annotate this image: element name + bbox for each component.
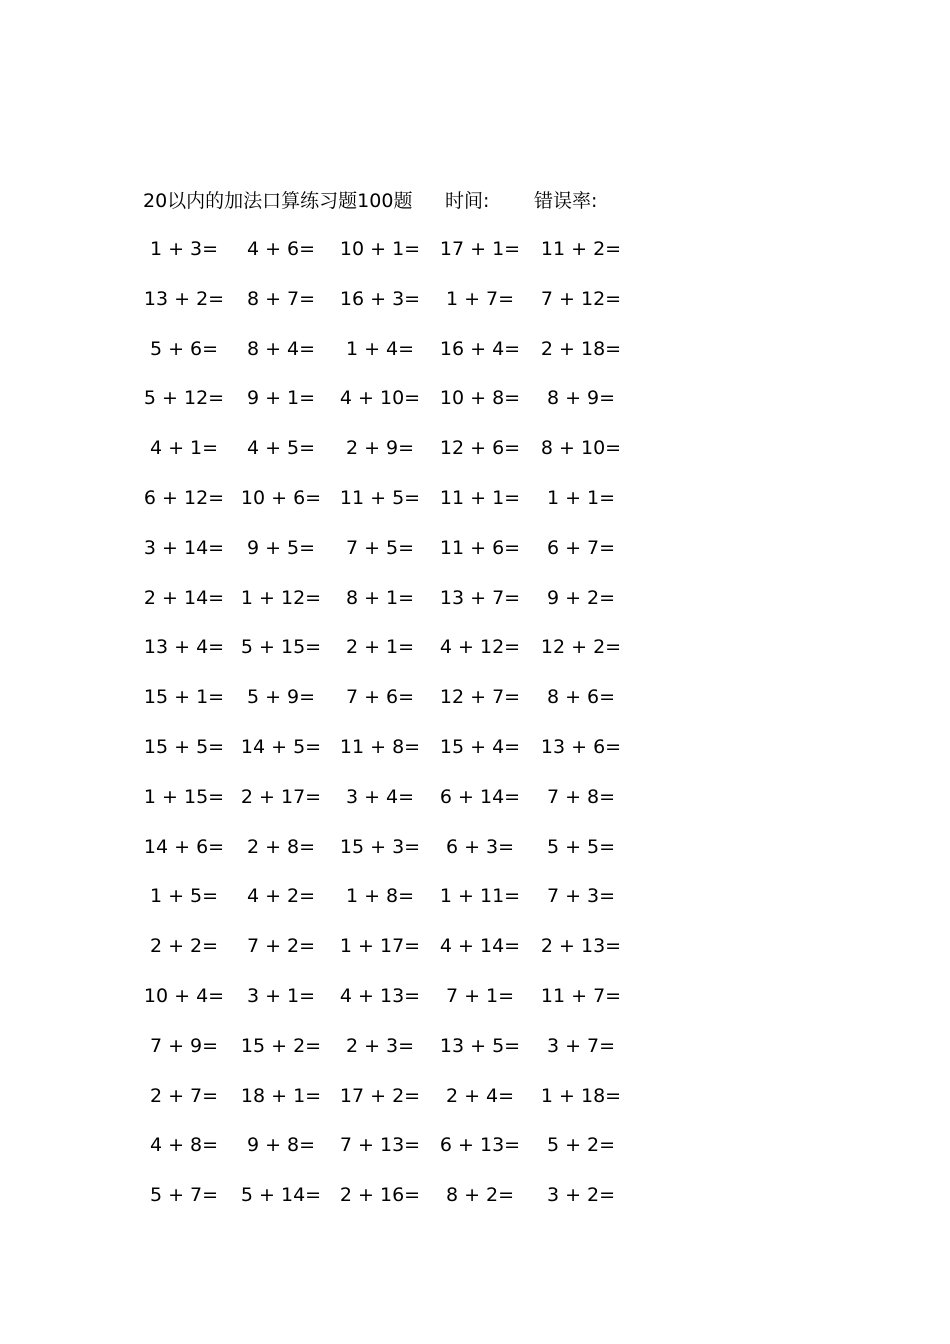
problem-cell: 8 + 1= <box>345 586 415 609</box>
problem-cell: 17 + 1= <box>439 238 521 260</box>
problem-row <box>0 584 950 634</box>
problem-cell: 2 + 17= <box>240 785 322 808</box>
problem-cell: 8 + 7= <box>246 287 316 310</box>
problem-cell: 7 + 2= <box>246 935 316 958</box>
problem-cell: 6 + 12= <box>143 486 225 509</box>
problem-row <box>0 683 950 733</box>
problem-row <box>0 1082 950 1132</box>
problem-cell: 5 + 5= <box>546 835 616 858</box>
problem-cell: 6 + 14= <box>439 785 521 808</box>
problem-cell: 3 + 7= <box>546 1034 616 1057</box>
problem-cell: 10 + 4= <box>143 984 225 1007</box>
problem-cell: 5 + 6= <box>149 337 219 360</box>
problem-row <box>0 484 950 534</box>
problem-cell: 6 + 13= <box>439 1134 521 1157</box>
problem-cell: 17 + 2= <box>339 1084 421 1107</box>
problem-cell: 15 + 4= <box>439 735 521 758</box>
problem-cell: 4 + 8= <box>149 1134 219 1157</box>
problem-cell: 2 + 1= <box>345 636 415 659</box>
problem-cell: 11 + 1= <box>439 486 521 509</box>
problem-cell: 16 + 4= <box>439 337 521 360</box>
problem-cell: 12 + 2= <box>540 636 622 659</box>
problem-cell: 5 + 9= <box>246 686 316 709</box>
problem-cell: 9 + 2= <box>546 586 616 609</box>
problem-cell: 3 + 14= <box>143 536 225 559</box>
problem-row <box>0 384 950 434</box>
problem-cell: 14 + 5= <box>240 735 322 758</box>
problem-cell: 1 + 7= <box>445 287 515 310</box>
error-rate-label: 错误率: <box>534 190 598 212</box>
problem-cell: 4 + 1= <box>149 437 219 460</box>
problem-cell: 7 + 3= <box>546 885 616 908</box>
problem-cell: 8 + 10= <box>540 437 622 460</box>
problem-cell: 13 + 7= <box>439 586 521 609</box>
problem-row <box>0 982 950 1032</box>
problem-cell: 2 + 2= <box>149 935 219 958</box>
problem-cell: 14 + 6= <box>143 835 225 858</box>
worksheet-title: 20以内的加法口算练习题100题 <box>143 190 413 212</box>
problem-cell: 1 + 15= <box>143 785 225 808</box>
problem-row <box>0 932 950 982</box>
problem-cell: 1 + 1= <box>546 486 616 509</box>
problem-cell: 12 + 6= <box>439 437 521 460</box>
problem-cell: 10 + 1= <box>339 238 421 260</box>
problem-cell: 1 + 11= <box>439 885 521 908</box>
problem-cell: 11 + 8= <box>339 735 421 758</box>
problem-cell: 5 + 15= <box>240 636 322 659</box>
problem-cell: 5 + 12= <box>143 387 225 410</box>
problem-cell: 8 + 9= <box>546 387 616 410</box>
problem-cell: 3 + 1= <box>246 984 316 1007</box>
problem-cell: 6 + 3= <box>445 835 515 858</box>
problem-row <box>0 335 950 385</box>
problem-cell: 4 + 2= <box>246 885 316 908</box>
problem-cell: 10 + 6= <box>240 486 322 509</box>
problem-cell: 3 + 2= <box>546 1184 616 1207</box>
problem-cell: 5 + 2= <box>546 1134 616 1157</box>
problem-cell: 15 + 5= <box>143 735 225 758</box>
problem-cell: 13 + 2= <box>143 287 225 310</box>
problem-cell: 4 + 13= <box>339 984 421 1007</box>
problem-cell: 11 + 2= <box>540 238 622 260</box>
problem-cell: 1 + 3= <box>149 238 219 260</box>
problem-cell: 7 + 9= <box>149 1034 219 1057</box>
problem-cell: 15 + 3= <box>339 835 421 858</box>
problem-cell: 7 + 6= <box>345 686 415 709</box>
problem-cell: 1 + 8= <box>345 885 415 908</box>
problem-row <box>0 235 950 285</box>
problem-cell: 13 + 4= <box>143 636 225 659</box>
problem-cell: 11 + 7= <box>540 984 622 1007</box>
problem-cell: 1 + 4= <box>345 337 415 360</box>
problem-row <box>0 833 950 883</box>
problem-row <box>0 1032 950 1082</box>
problem-cell: 18 + 1= <box>240 1084 322 1107</box>
problem-cell: 13 + 6= <box>540 735 622 758</box>
problem-cell: 5 + 7= <box>149 1184 219 1207</box>
problem-cell: 7 + 5= <box>345 536 415 559</box>
problem-cell: 5 + 14= <box>240 1184 322 1207</box>
problem-cell: 1 + 17= <box>339 935 421 958</box>
problem-cell: 2 + 14= <box>143 586 225 609</box>
problem-cell: 4 + 12= <box>439 636 521 659</box>
problem-cell: 2 + 8= <box>246 835 316 858</box>
problem-row <box>0 882 950 932</box>
problem-cell: 12 + 7= <box>439 686 521 709</box>
problem-cell: 7 + 1= <box>445 984 515 1007</box>
problem-row <box>0 783 950 833</box>
problem-cell: 8 + 4= <box>246 337 316 360</box>
problem-cell: 15 + 1= <box>143 686 225 709</box>
problem-cell: 3 + 4= <box>345 785 415 808</box>
problem-row <box>0 1131 950 1181</box>
problem-cell: 1 + 18= <box>540 1084 622 1107</box>
problem-cell: 2 + 3= <box>345 1034 415 1057</box>
problem-cell: 4 + 10= <box>339 387 421 410</box>
problem-cell: 2 + 9= <box>345 437 415 460</box>
problem-cell: 2 + 18= <box>540 337 622 360</box>
problem-cell: 2 + 4= <box>445 1084 515 1107</box>
time-label: 时间: <box>445 190 490 212</box>
problem-cell: 8 + 6= <box>546 686 616 709</box>
problem-cell: 11 + 6= <box>439 536 521 559</box>
problem-cell: 15 + 2= <box>240 1034 322 1057</box>
problem-cell: 2 + 16= <box>339 1184 421 1207</box>
problem-row <box>0 434 950 484</box>
problem-cell: 11 + 5= <box>339 486 421 509</box>
problem-cell: 6 + 7= <box>546 536 616 559</box>
problem-cell: 9 + 1= <box>246 387 316 410</box>
problem-row <box>0 285 950 335</box>
problem-cell: 1 + 5= <box>149 885 219 908</box>
problem-cell: 8 + 2= <box>445 1184 515 1207</box>
problem-row <box>0 1181 950 1231</box>
problem-grid <box>0 235 950 1231</box>
problem-row <box>0 633 950 683</box>
problem-cell: 7 + 8= <box>546 785 616 808</box>
problem-cell: 4 + 6= <box>246 238 316 260</box>
problem-cell: 16 + 3= <box>339 287 421 310</box>
problem-cell: 13 + 5= <box>439 1034 521 1057</box>
problem-row <box>0 534 950 584</box>
problem-cell: 1 + 12= <box>240 586 322 609</box>
problem-row <box>0 733 950 783</box>
problem-cell: 7 + 12= <box>540 287 622 310</box>
problem-cell: 9 + 5= <box>246 536 316 559</box>
problem-cell: 4 + 14= <box>439 935 521 958</box>
problem-cell: 9 + 8= <box>246 1134 316 1157</box>
problem-cell: 7 + 13= <box>339 1134 421 1157</box>
problem-cell: 4 + 5= <box>246 437 316 460</box>
problem-cell: 2 + 7= <box>149 1084 219 1107</box>
problem-cell: 2 + 13= <box>540 935 622 958</box>
problem-cell: 10 + 8= <box>439 387 521 410</box>
